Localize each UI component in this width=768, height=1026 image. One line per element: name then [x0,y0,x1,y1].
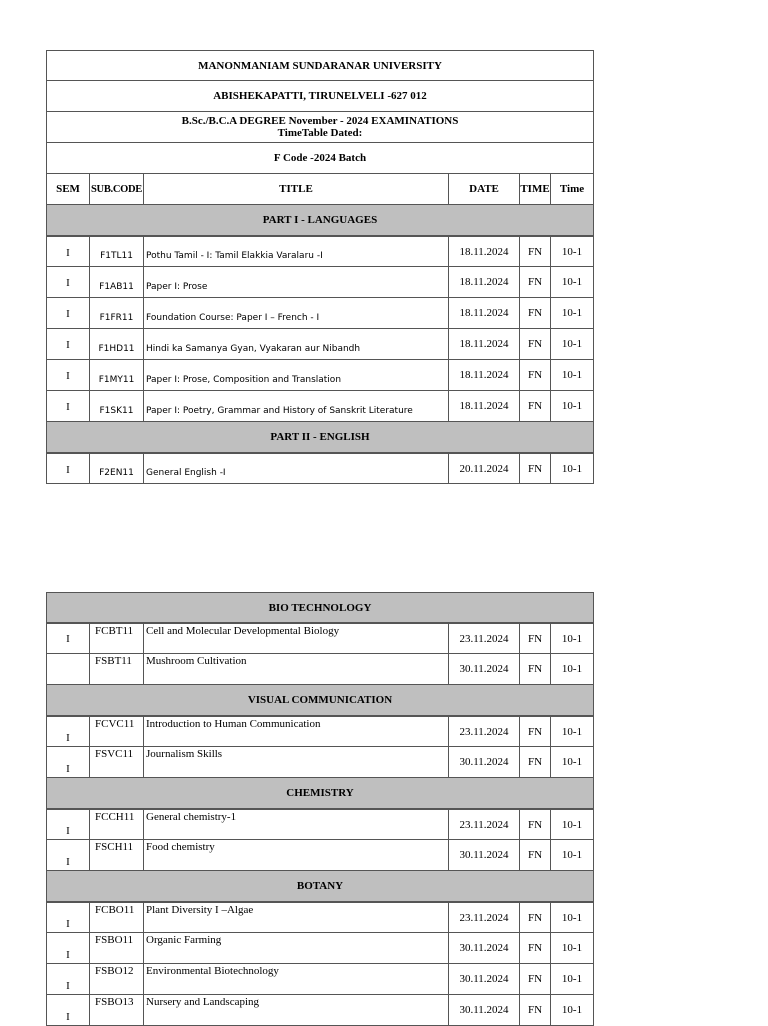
timetable-dated: TimeTable Dated: [277,127,363,139]
chemistry-rows [46,809,594,871]
subject-code-cell: FCVC11 [89,717,143,746]
university-name: MANONMANIAM SUNDARANAR UNIVERSITY [46,50,594,81]
subject-title-cell: Nursery and Landscaping [143,995,448,1025]
sem-cell: I [66,918,70,930]
session-cell: FN [519,267,550,297]
sem-cell: I [66,247,70,259]
timetable-part-two [46,592,594,1026]
sem-cell: I [66,339,70,351]
col-time: Time [550,174,593,204]
section-heading: PART II - ENGLISH [46,422,594,453]
session-cell: FN [519,964,550,994]
session-cell: FN [519,237,550,266]
exam-time-cell: 10-1 [550,747,593,777]
subject-title-cell: Paper I: Prose [143,267,448,297]
sem-cell: I [66,732,70,744]
subject-code-cell: F1FR11 [89,298,143,328]
col-session: TIME [519,174,550,204]
sem-cell: I [66,370,70,382]
sem-cell: I [66,949,70,961]
subject-code-cell: FSBO11 [89,933,143,963]
subject-title-cell: Pothu Tamil - I: Tamil Elakkia Varalaru -I [143,237,448,266]
languages-rows [46,236,594,422]
session-cell: FN [519,933,550,963]
table-row [46,654,594,685]
english-rows [46,453,594,484]
table-row [46,453,594,484]
exam-date-cell: 23.11.2024 [448,903,519,932]
exam-time-cell: 10-1 [550,995,593,1025]
subject-title-cell: Food chemistry [143,840,448,870]
subject-code-cell: FCBO11 [89,903,143,932]
session-cell: FN [519,654,550,684]
table-row [46,360,594,391]
subject-title-cell: Hindi ka Samanya Gyan, Vyakaran aur Nibandh [143,329,448,359]
subject-title-cell: Foundation Course: Paper I – French - I [143,298,448,328]
subject-code-cell: FCBT11 [89,624,143,653]
exam-date-cell: 23.11.2024 [448,624,519,653]
exam-date-cell: 18.11.2024 [448,360,519,390]
exam-time-cell: 10-1 [550,298,593,328]
timetable-part-one [46,50,594,484]
table-row [46,298,594,329]
exam-date-cell: 30.11.2024 [448,964,519,994]
session-cell: FN [519,329,550,359]
section-heading: BOTANY [46,871,594,902]
session-cell: FN [519,995,550,1025]
section-heading: CHEMISTRY [46,778,594,809]
sem-cell: I [66,632,70,645]
subject-code-cell: F1SK11 [89,391,143,421]
exam-time-cell: 10-1 [550,237,593,266]
exam-time-cell: 10-1 [550,810,593,839]
exam-time-cell: 10-1 [550,840,593,870]
table-row [46,267,594,298]
sem-cell: I [66,825,70,837]
exam-date-cell: 18.11.2024 [448,391,519,421]
session-cell: FN [519,903,550,932]
subject-code-cell: FSBO13 [89,995,143,1025]
session-cell: FN [519,298,550,328]
exam-date-cell: 18.11.2024 [448,298,519,328]
exam-time-cell: 10-1 [550,329,593,359]
exam-time-cell: 10-1 [550,624,593,653]
sem-cell [47,654,89,684]
session-cell: FN [519,391,550,421]
table-row [46,623,594,654]
col-date: DATE [448,174,519,204]
subject-title-cell: General English -I [143,454,448,483]
session-cell: FN [519,747,550,777]
exam-time-cell: 10-1 [550,360,593,390]
table-row [46,995,594,1026]
subject-title-cell: Paper I: Prose, Composition and Translation [143,360,448,390]
exam-time-cell: 10-1 [550,964,593,994]
biotech-rows [46,623,594,685]
exam-time-cell: 10-1 [550,717,593,746]
table-row [46,716,594,747]
subject-code-cell: F1HD11 [89,329,143,359]
session-cell: FN [519,624,550,653]
subject-title-cell: General chemistry-1 [143,810,448,839]
exam-date-cell: 30.11.2024 [448,995,519,1025]
exam-date-cell: 18.11.2024 [448,329,519,359]
exam-date-cell: 23.11.2024 [448,810,519,839]
exam-date-cell: 18.11.2024 [448,237,519,266]
subject-code-cell: FSBT11 [89,654,143,684]
exam-time-cell: 10-1 [550,454,593,483]
table-row [46,840,594,871]
subject-code-cell: F1AB11 [89,267,143,297]
exam-time-cell: 10-1 [550,654,593,684]
column-header-row [46,174,594,205]
sem-cell: I [66,401,70,413]
table-row [46,964,594,995]
subject-title-cell: Journalism Skills [143,747,448,777]
exam-time-cell: 10-1 [550,903,593,932]
exam-title-line: B.Sc./B.C.A DEGREE November - 2024 EXAMINATIONS [181,115,459,127]
exam-date-cell: 30.11.2024 [448,840,519,870]
sem-cell: I [66,464,70,476]
exam-date-cell: 30.11.2024 [448,747,519,777]
section-heading: VISUAL COMMUNICATION [46,685,594,716]
exam-time-cell: 10-1 [550,267,593,297]
session-cell: FN [519,840,550,870]
section-heading: PART I - LANGUAGES [46,205,594,236]
sem-cell: I [66,856,70,868]
session-cell: FN [519,454,550,483]
table-row [46,391,594,422]
sem-cell: I [66,1011,70,1023]
table-row [46,236,594,267]
subject-title-cell: Introduction to Human Communication [143,717,448,746]
col-sem: SEM [56,183,80,195]
viscom-rows [46,716,594,778]
exam-date-cell: 18.11.2024 [448,267,519,297]
sem-cell: I [66,277,70,289]
sem-cell: I [66,308,70,320]
exam-date-cell: 20.11.2024 [448,454,519,483]
subject-code-cell: FCCH11 [89,810,143,839]
subject-code-cell: FSVC11 [89,747,143,777]
batch-code: F Code -2024 Batch [46,143,594,174]
col-title: TITLE [143,174,448,204]
subject-code-cell: FSCH11 [89,840,143,870]
subject-title-cell: Mushroom Cultivation [143,654,448,684]
session-cell: FN [519,717,550,746]
subject-code-cell: F1TL11 [89,237,143,266]
sem-cell: I [66,763,70,775]
sem-cell: I [66,980,70,992]
subject-title-cell: Cell and Molecular Developmental Biology [143,624,448,653]
subject-title-cell: Environmental Biotechnology [143,964,448,994]
subject-title-cell: Plant Diversity I –Algae [143,903,448,932]
session-cell: FN [519,810,550,839]
session-cell: FN [519,360,550,390]
university-address: ABISHEKAPATTI, TIRUNELVELI -627 012 [46,81,594,112]
table-row [46,329,594,360]
table-row [46,933,594,964]
table-row [46,902,594,933]
table-row [46,809,594,840]
subject-code-cell: F2EN11 [89,454,143,483]
subject-title-cell: Paper I: Poetry, Grammar and History of Sanskrit Literature [143,391,448,421]
exam-title [46,112,594,143]
subject-code-cell: F1MY11 [89,360,143,390]
exam-date-cell: 30.11.2024 [448,654,519,684]
subject-code-cell: FSBO12 [89,964,143,994]
table-row [46,747,594,778]
exam-time-cell: 10-1 [550,933,593,963]
col-subcode: SUB.CODE [89,174,143,204]
subject-title-cell: Organic Farming [143,933,448,963]
botany-rows [46,902,594,1026]
exam-time-cell: 10-1 [550,391,593,421]
exam-date-cell: 30.11.2024 [448,933,519,963]
exam-date-cell: 23.11.2024 [448,717,519,746]
section-heading: BIO TECHNOLOGY [46,592,594,623]
